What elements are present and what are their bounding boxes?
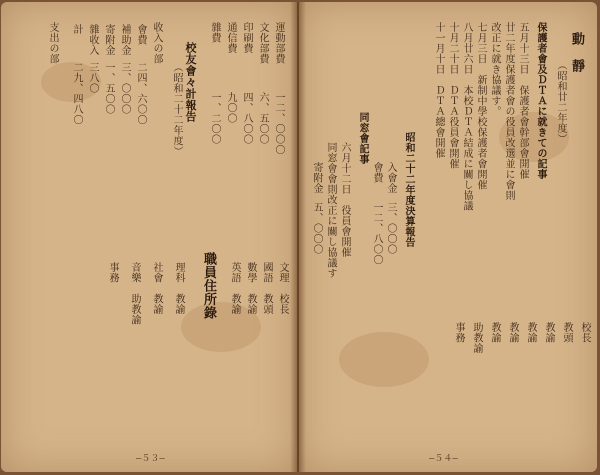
left-section-title: 校友會々計報告 [184, 42, 197, 123]
ledger-item-3: 寄附金 [311, 162, 322, 194]
expense-item-5: 雜費 [209, 22, 220, 43]
staff-row-4: 英語 教諭 [229, 262, 240, 315]
ledger-value-3: 五、〇〇〇 [311, 202, 322, 255]
expense-item-3: 印刷費 [241, 22, 252, 54]
right-page-number: ―５４― [429, 454, 458, 464]
expense-value-3: 四、八〇〇 [241, 92, 252, 145]
staff-row-2: 國語 教頭 [261, 262, 272, 315]
bottom-name-6: 教諭 [489, 322, 500, 343]
section-title-doseki: 動 靜 [569, 32, 584, 73]
staff-row-5: 理科 教諭 [173, 262, 184, 315]
book-gutter [290, 2, 306, 472]
expense-label: 支出の部 [47, 22, 58, 64]
budget-item-1: 會費 [135, 24, 146, 45]
bottom-name-7: 助教諭 [471, 322, 482, 354]
staff-row-7: 音樂 助教諭 [129, 262, 140, 325]
para-1: 五月十三日 保護者會幹部會開催 [517, 22, 528, 180]
budget-item-3: 寄附金 [103, 24, 114, 56]
expense-item-4: 通信費 [225, 22, 236, 54]
budget-item-2: 補助金 [119, 24, 130, 56]
para2-1: 六月十二日 役員會開催 [339, 142, 350, 258]
para-3: 改正に就き協議す。 [489, 22, 500, 117]
staff-row-3: 數學 教諭 [245, 262, 256, 315]
budget-item-5: 計 [71, 24, 82, 35]
budget-value-2: 三、〇〇〇 [119, 62, 130, 115]
right-page [299, 2, 597, 472]
ledger-item-1: 入會金 [385, 162, 396, 194]
bottom-name-5: 教諭 [507, 322, 518, 343]
budget-value-3: 一、五〇〇 [103, 62, 114, 115]
budget-value-5: 二九、四八〇 [71, 62, 82, 125]
section-note: （昭和廿二年度） [555, 60, 566, 144]
para-5: 八月廿六日 本校ＤＴＡ結成に關し協議 [461, 22, 472, 211]
expense-value-2: 六、五〇〇 [257, 92, 268, 145]
expense-value-1: 一二、〇〇〇 [273, 92, 284, 155]
budget-item-4: 雜收入 [87, 24, 98, 56]
ledger-item-2: 會費 [371, 162, 382, 183]
left-page-number: ―５３― [136, 454, 165, 464]
budget-value-1: 二四、六〇〇 [135, 62, 146, 125]
budget-value-4: 三八〇 [87, 62, 98, 94]
subsection-title-settlement: 昭和二十二年度決算報告 [403, 132, 414, 248]
ledger-value-1: 三、〇〇〇 [385, 202, 396, 255]
bottom-name-4: 教諭 [525, 322, 536, 343]
staff-row-1: 文理 校長 [277, 262, 288, 315]
left-section-note: （昭和二十二年度） [171, 62, 182, 157]
para2-2: 同窓會會則改正に關し協議す [325, 142, 336, 279]
bottom-name-8: 事務 [453, 322, 464, 343]
receipt-label: 收入の部 [151, 22, 162, 64]
para-4: 七月三日 新制中學校保護者會開催 [475, 22, 486, 190]
ledger-value-2: 一二、八〇〇 [371, 202, 382, 265]
staff-row-6: 社會 教諭 [151, 262, 162, 315]
bottom-name-1: 校長 [579, 322, 590, 343]
staff-row-8: 事務 [107, 262, 118, 283]
staff-title: 職員住所錄 [201, 252, 216, 320]
para-7: 十一月十日 ＤＴＡ總會開催 [433, 22, 444, 159]
expense-value-4: 九〇〇 [225, 92, 236, 124]
expense-item-1: 運動部費 [273, 22, 284, 64]
bottom-name-3: 教諭 [543, 322, 554, 343]
subsection-title-dosokai: 同窓會記事 [357, 112, 368, 165]
para-2: 廿二年度保護者會の役員改選並に會則 [503, 22, 514, 201]
expense-item-2: 文化部費 [257, 22, 268, 64]
para-6: 十月二十日 ＤＴＡ役員會開催 [447, 22, 458, 169]
subsection-title-pta: 保護者會及ＤＴＡに就きての記事 [535, 22, 546, 180]
left-page [1, 2, 297, 472]
bottom-name-2: 教頭 [561, 322, 572, 343]
expense-value-5: 一、二〇〇 [209, 92, 220, 145]
